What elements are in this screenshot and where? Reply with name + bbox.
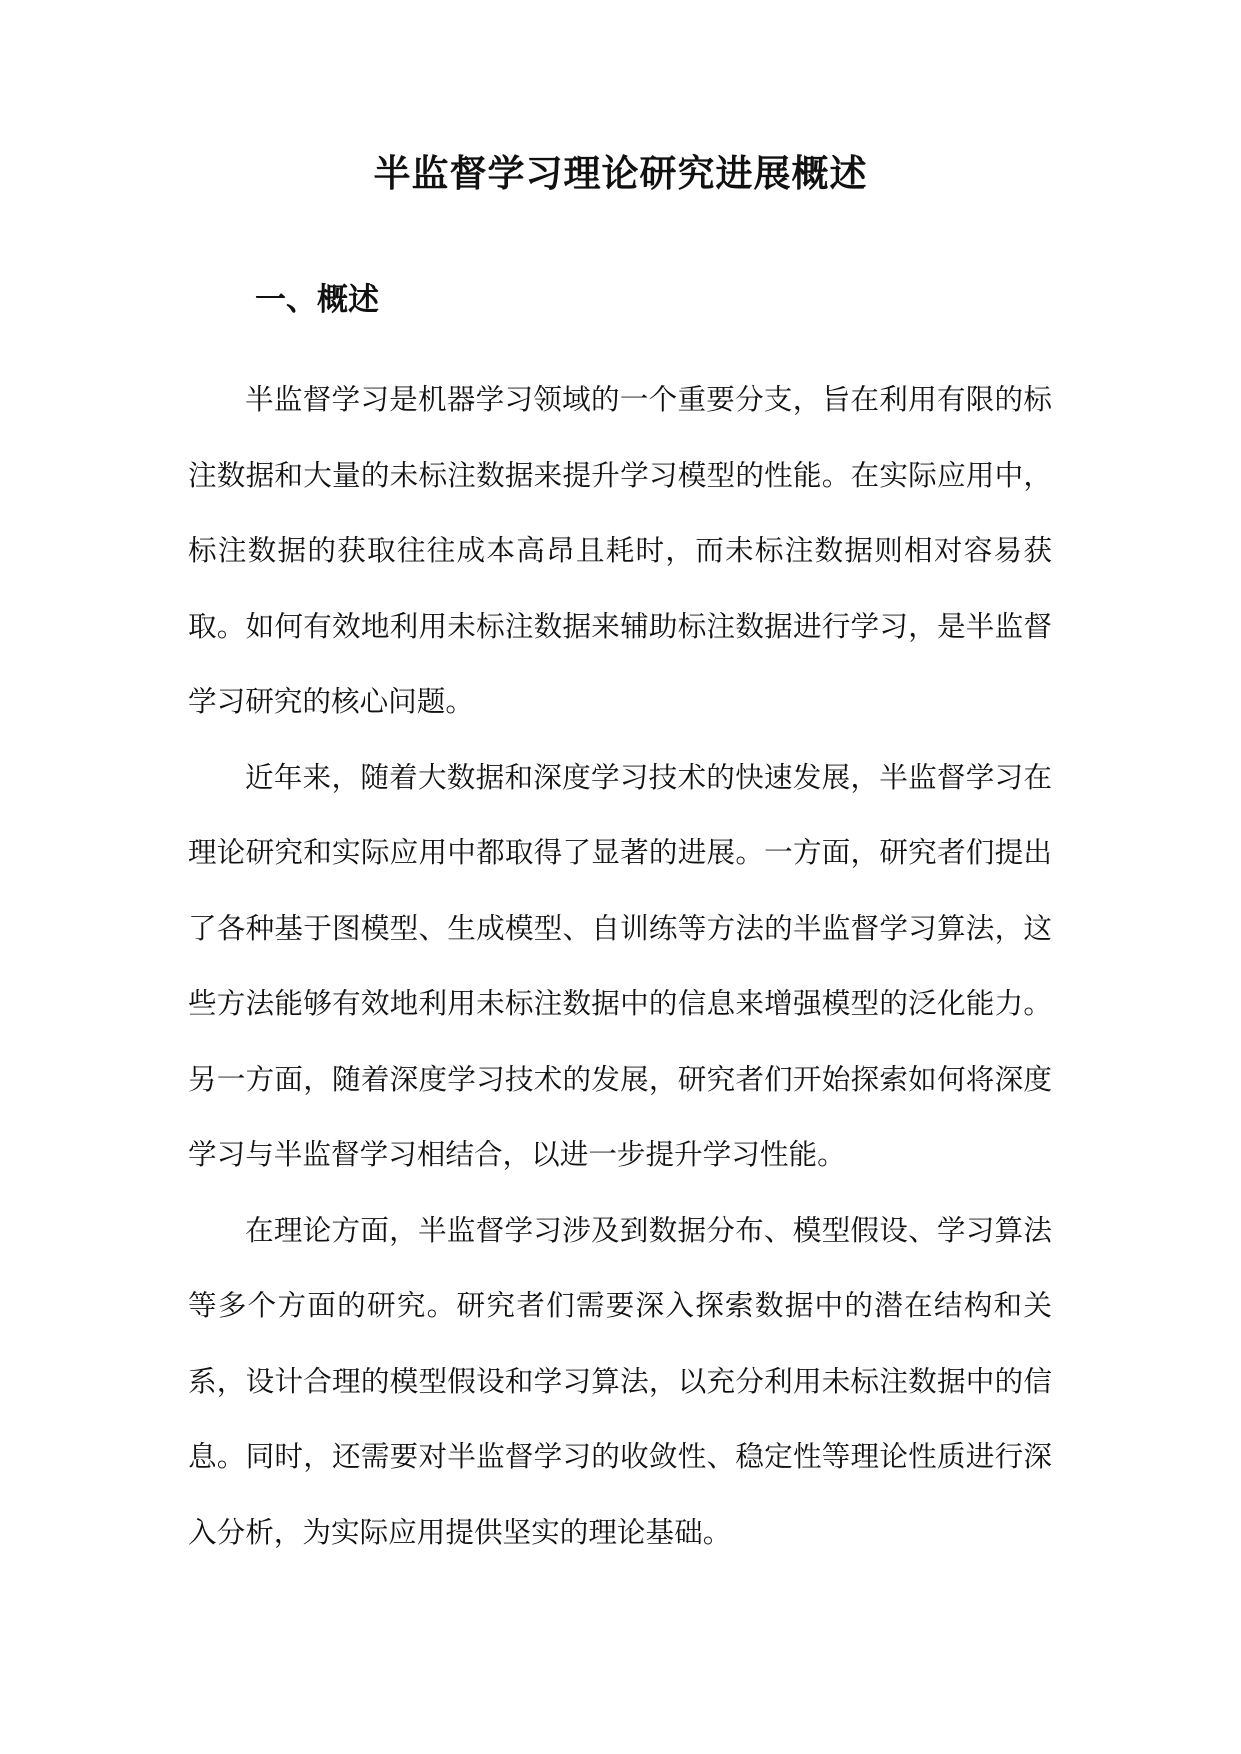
paragraph-3: 在理论方面，半监督学习涉及到数据分布、模型假设、学习算法等多个方面的研究。研究者们需要深入探索数据中的潜在结构和关系，设计合理的模型假设和学习算法，以充分利用未标注数据中的信息。同时，还需要对半监督学习的收敛性、稳定性等理论性质进行深入分析，为实际应用提供坚实的理论基础。 (188, 1212, 1052, 1549)
section-body (188, 362, 1052, 1570)
paragraph-2: 近年来，随着大数据和深度学习技术的快速发展，半监督学习在理论研究和实际应用中都取得了显著的进展。一方面，研究者们提出了各种基于图模型、生成模型、自训练等方法的半监督学习算法，这些方法能够有效地利用未标注数据中的信息来增强模型的泛化能力。另一方面，随着深度学习技术的发展，研究者们开始探索如何将深度学习与半监督学习相结合，以进一步提升学习性能。 (188, 759, 1052, 1171)
paragraph-1: 半监督学习是机器学习领域的一个重要分支，旨在利用有限的标注数据和大量的未标注数据来提升学习模型的性能。在实际应用中，标注数据的获取往往成本高昂且耗时，而未标注数据则相对容易获取。如何有效地利用未标注数据来辅助标注数据进行学习，是半监督学习研究的核心问题。 (188, 382, 1052, 718)
section-heading: 一、概述 (255, 282, 379, 318)
document-title: 半监督学习理论研究进展概述 (373, 151, 868, 195)
